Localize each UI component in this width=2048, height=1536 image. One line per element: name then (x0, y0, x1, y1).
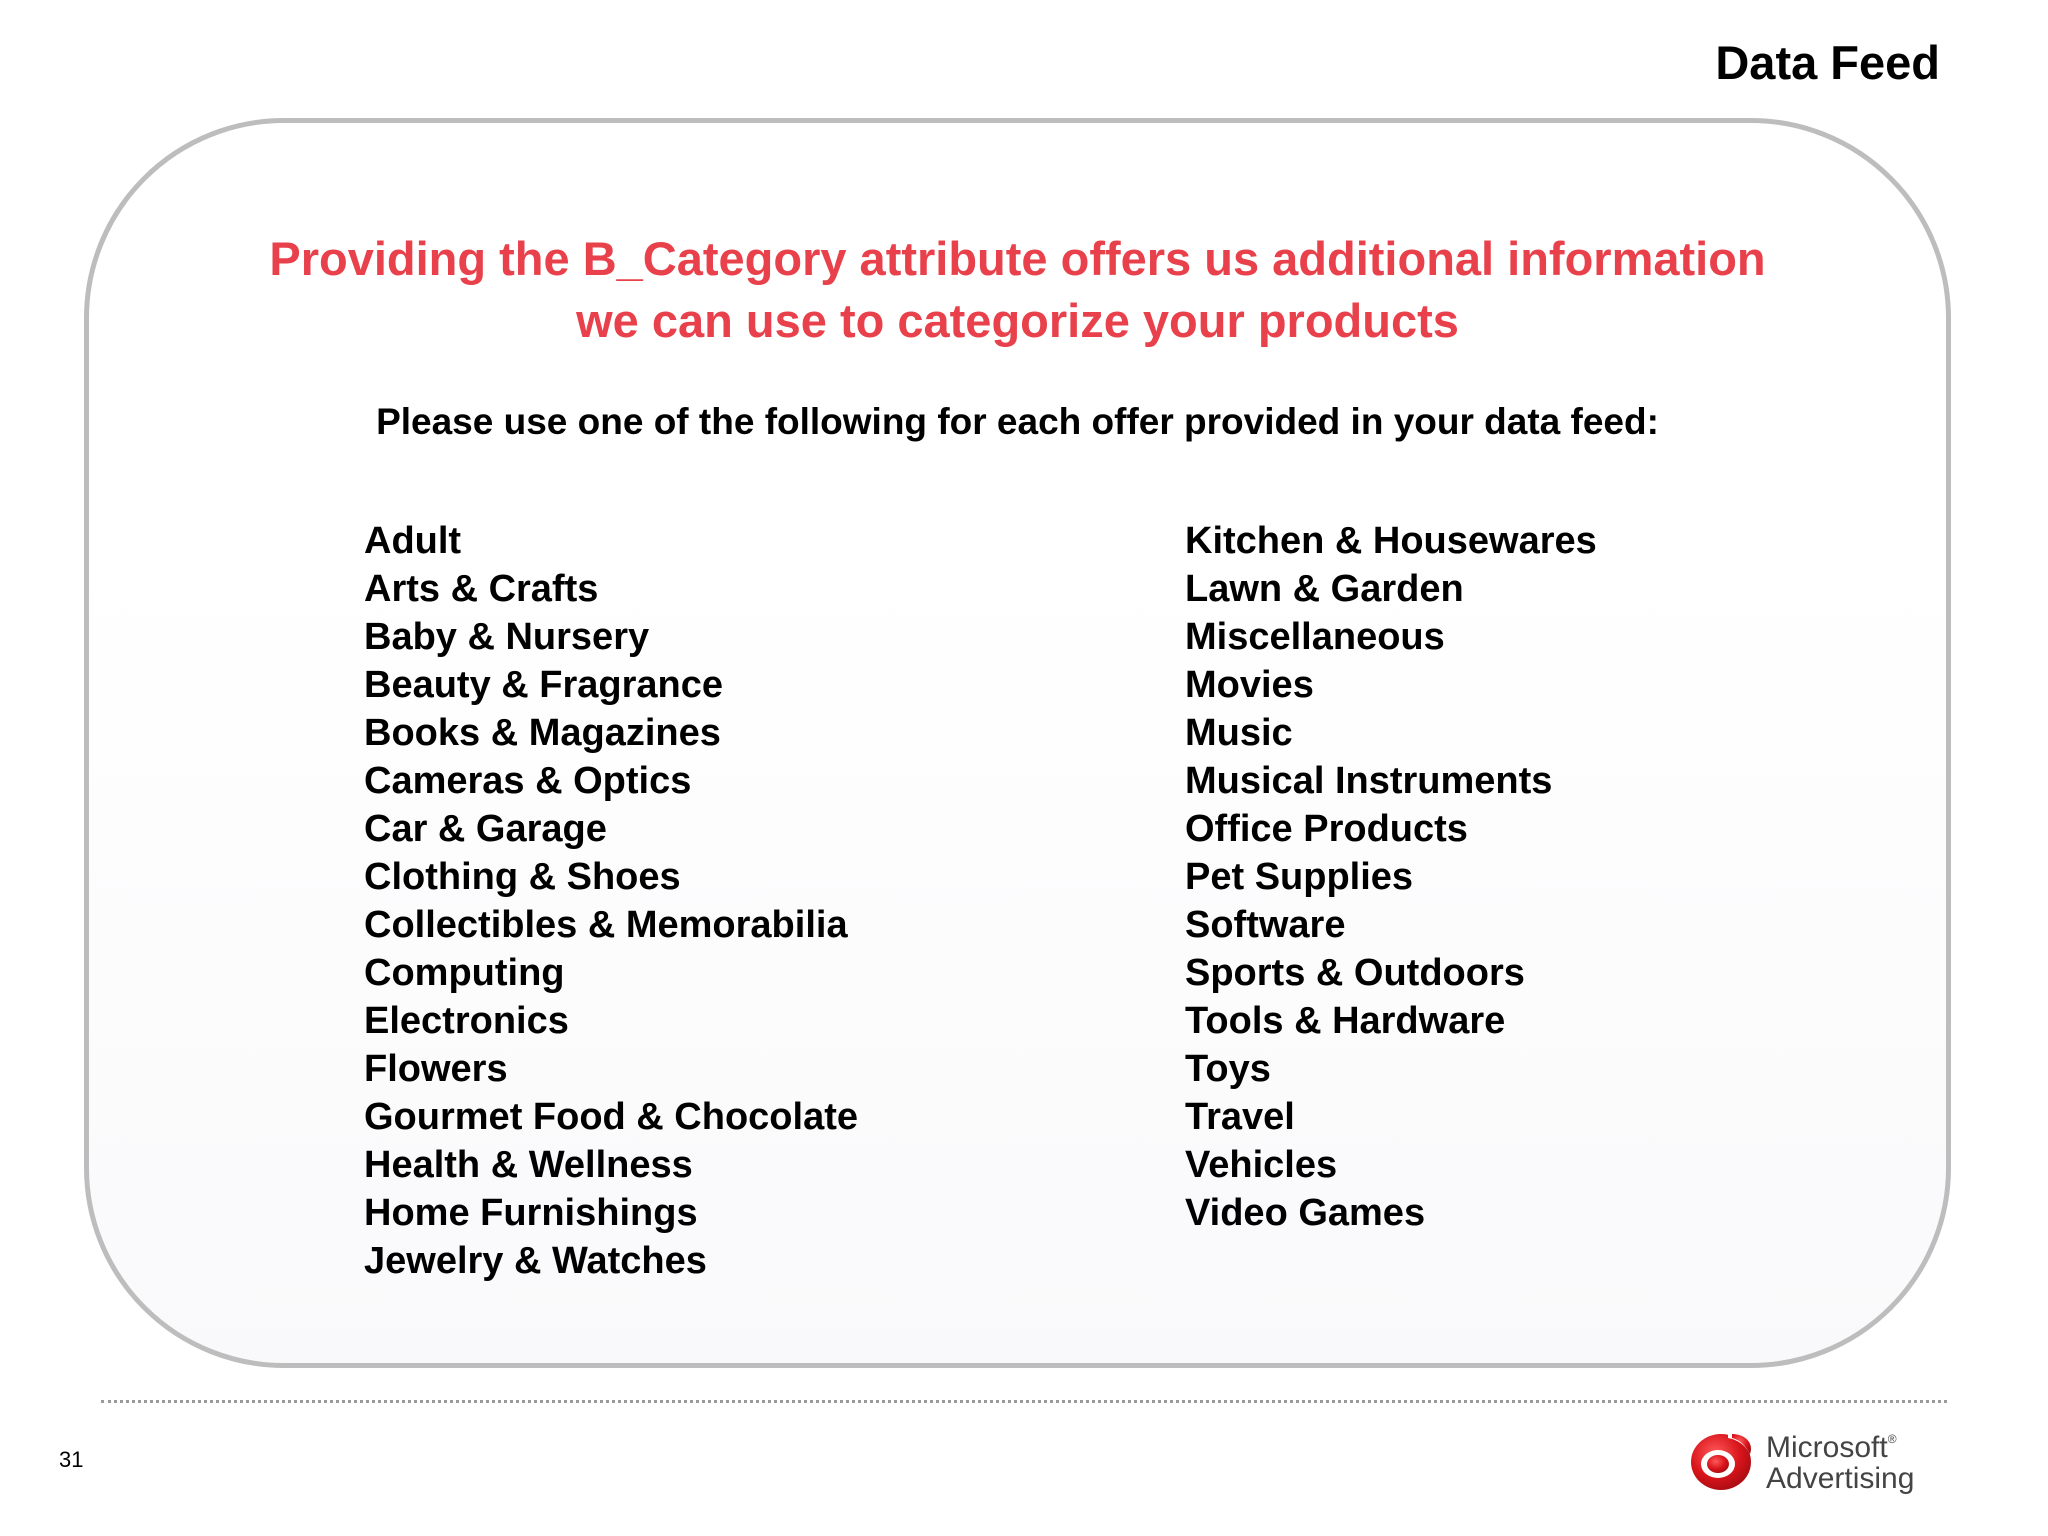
headline (84, 228, 1951, 352)
category-item: Travel (1185, 1096, 1295, 1138)
category-item: Arts & Crafts (364, 568, 599, 610)
category-item: Sports & Outdoors (1185, 952, 1525, 994)
category-item: Video Games (1185, 1192, 1426, 1234)
category-item: Car & Garage (364, 808, 607, 850)
category-item: Electronics (364, 1000, 569, 1042)
category-item: Flowers (364, 1048, 508, 1090)
category-item: Miscellaneous (1185, 616, 1445, 658)
footer-divider (101, 1400, 1947, 1403)
category-list-left (364, 517, 858, 1285)
instruction-text: Please use one of the following for each offer provided in your data feed: (376, 401, 1659, 442)
category-item: Clothing & Shoes (364, 856, 681, 898)
category-item: Computing (364, 952, 565, 994)
logo-line-1: Microsoft® (1766, 1431, 1897, 1464)
category-list-right (1185, 517, 1597, 1237)
category-item: Kitchen & Housewares (1185, 520, 1597, 562)
category-item: Office Products (1185, 808, 1468, 850)
category-item: Baby & Nursery (364, 616, 650, 658)
headline-line-2: we can use to categorize your products (576, 294, 1459, 347)
category-item: Jewelry & Watches (364, 1240, 707, 1282)
category-item: Lawn & Garden (1185, 568, 1464, 610)
category-item: Musical Instruments (1185, 760, 1553, 802)
category-item: Software (1185, 904, 1346, 946)
category-item: Home Furnishings (364, 1192, 698, 1234)
category-item: Tools & Hardware (1185, 1000, 1506, 1042)
category-item: Collectibles & Memorabilia (364, 904, 848, 946)
page-number: 31 (59, 1447, 84, 1472)
microsoft-advertising-swirl-icon (1688, 1424, 1758, 1494)
category-item: Books & Magazines (364, 712, 721, 754)
category-item: Music (1185, 712, 1293, 754)
category-item: Pet Supplies (1185, 856, 1414, 898)
category-item: Vehicles (1185, 1144, 1338, 1186)
category-item: Cameras & Optics (364, 760, 692, 802)
category-item: Gourmet Food & Chocolate (364, 1096, 858, 1138)
category-item: Health & Wellness (364, 1144, 693, 1186)
headline-line-1: Providing the B_Category attribute offers us additional information (269, 232, 1766, 285)
page-title: Data Feed (1715, 36, 1940, 89)
category-item: Beauty & Fragrance (364, 664, 724, 706)
category-item: Toys (1185, 1048, 1271, 1090)
microsoft-advertising-logo (1688, 1424, 1928, 1496)
logo-line-2: Advertising (1766, 1462, 1915, 1495)
category-item: Movies (1185, 664, 1314, 706)
logo-wordmark (1766, 1432, 1914, 1494)
category-item: Adult (364, 520, 462, 562)
